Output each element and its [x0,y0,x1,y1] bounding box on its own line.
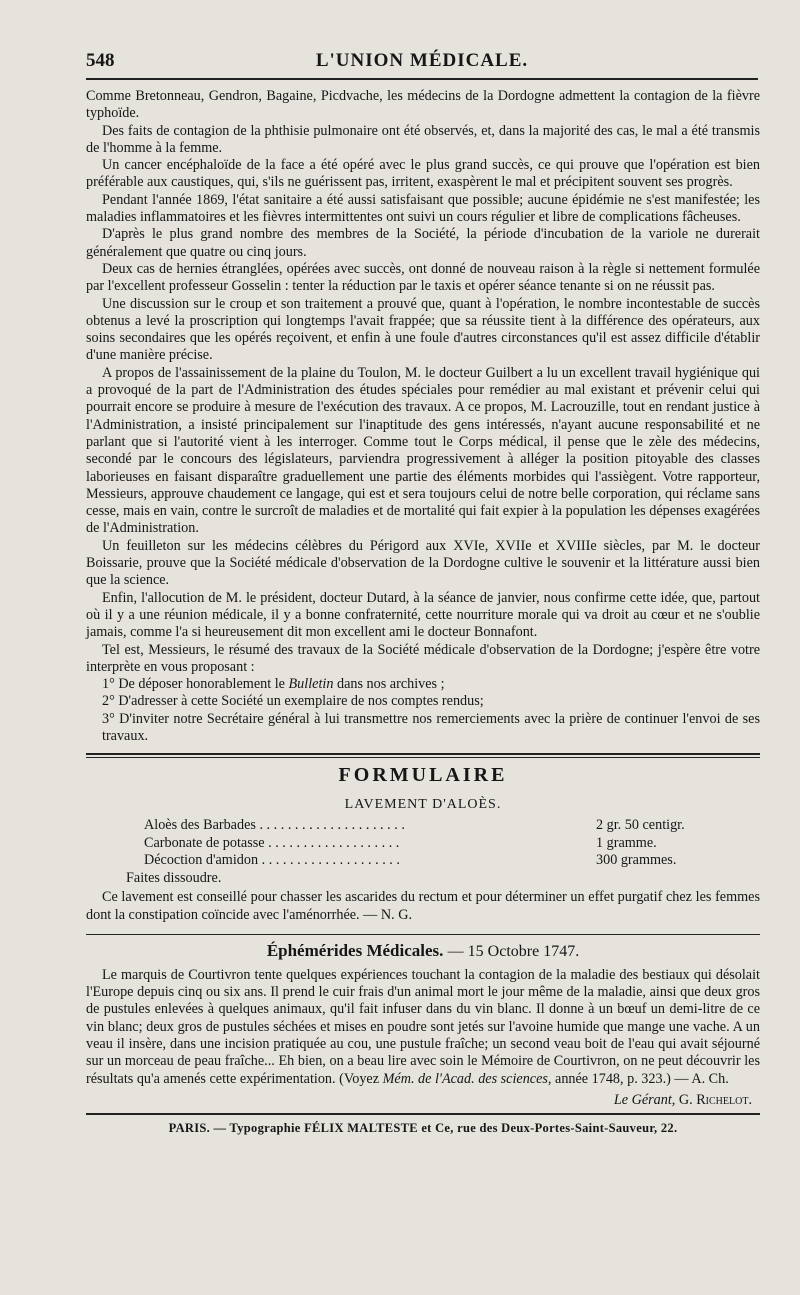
ephemerides-heading [86,941,760,961]
paragraph: Pendant l'année 1869, l'état sanitaire a été aussi satisfaisant que possible; aucune épidémie ne s'est manifestée; les maladies inflammatoires et les fièvres intermittentes ont suivi un cours régulier et libre de complications fâcheuses. [86,191,760,226]
proposal-item: 1° De déposer honorablement le Bulletin dans nos archives ; [102,676,445,693]
paragraph: Une discussion sur le croup et son traitement a prouvé que, quant à l'opération, le nombre incontestable de succès obtenus a levé la proscription qui longtemps l'avait frappée; que sa réussite tient à la différence des opérateurs, aux soins secondaires que les opérés reçoivent, et enfin à une foule d'autres circonstances qu'il est assez difficile d'établir d'une manière précise. [86,295,760,364]
footer-divider [86,1113,760,1115]
bulletin-title: Bulletin [288,676,334,693]
report-body [86,88,760,745]
signature-name: G. Richelot. [678,1091,752,1108]
formulaire-heading: FORMULAIRE [338,764,508,787]
paragraph: Des faits de contagion de la phthisie pulmonaire ont été observés, et, dans la majorité des cas, le mal a été transmis de l'homme à la femme. [86,122,760,156]
recipe-note-block [86,889,760,924]
ingredient-row [86,852,760,870]
ingredient-quantity: 300 grammes. [596,852,677,869]
paragraph: Un feuilleton sur les médecins célèbres du Périgord aux XVIe, XVIIe et XVIIIe siècles, par M. le docteur Boissarie, prouve que la Société médicale d'observation de la Dordogne cultive le souvenir et la littérature aussi bien que la science. [86,537,760,589]
paragraph: A propos de l'assainissement de la plaine du Toulon, M. le docteur Guilbert a lu un excellent travail hygiénique qui a provoqué de la part de l'Administration des études spéciales pour remédier au mal existant et prévenir celui qui pourrait encore se produire à mesure de l'exécution des travaux. A ce propos, M. Lacrouzille, tout en rendant justice à l'Administration, a insisté principalement sur l'inaptitude des gens intéressés, n'ayant aucune responsabilité et ne parlant que si l'autorité vient à les interroger. Comme tout le Corps médical, il pense que le zèle des médecins, secondé par le concours des législateurs, parviendra progressivement à alléger la position pitoyable des classes laborieuses en faisant disparaître graduellement une partie des éléments morbides qui l'assiègent. Votre rapporteur, Messieurs, approuve chaudement ce langage, qui est et sera toujours celui de notre belle corporation, qui réclame sans cesse, mais en vain, contre le surcroît de maladies et de mortalité qui fait expier à la population les dépenses exagérées de l'Administration. [86,364,760,537]
recipe-instruction: Faites dissoudre. [126,869,222,886]
ingredient-row [86,817,760,835]
paragraph: Un cancer encéphaloïde de la face a été opéré avec le plus grand succès, ce qui prouve que l'opération est bien préférable aux caustiques, qui, s'ils ne guérissent pas, irritent, exaspèrent le mal et précipitent souvent ses progrès. [86,157,760,191]
page-number: 548 [86,50,115,71]
ingredient-name: Carbonate de potasse . . . . . . . . . . . . . . . . . . . [144,834,400,851]
proposal-item: 3° D'inviter notre Secrétaire général à lui transmettre nos remerciements avec la prière de continuer l'envoi de ses travaux. [102,710,760,744]
ephemerides-body [86,967,760,1088]
recipe-title: LAVEMENT D'ALOÈS. [344,797,502,813]
recipe-note: Ce lavement est conseillé pour chasser les ascarides du rectum et pour déterminer un effet purgatif chez les femmes dont la constipation coïncide avec l'aménorrhée. — N. G. [86,889,760,923]
proposal-item: 2° D'adresser à cette Société un exemplaire de nos comptes rendus; [102,693,484,710]
paragraph: Comme Bretonneau, Gendron, Bagaine, Picdvache, les médecins de la Dordogne admettent la contagion de la fièvre typhoïde. [86,88,760,122]
paragraph: Tel est, Messieurs, le résumé des travaux de la Société médicale d'observation de la Dordogne; j'espère être votre interprète en vous proposant : [86,641,760,675]
ingredient-quantity: 2 gr. 50 centigr. [596,817,685,834]
paragraph: D'après le plus grand nombre des membres de la Société, la période d'incubation de la variole ne durerait généralement que quatre ou cinq jours. [86,226,760,260]
ephemerides-text: Le marquis de Courtivron tente quelques expériences touchant la contagion de la maladie des bestiaux qui désolait l'Europe depuis cinq ou six ans. Il prend le cuir frais d'un animal mort le jour même de la maladie, ainsi que deux gros de pustules enlevées à quelques animaux, qu'il fait infuser dans du vin blanc. Il donne à un bœuf un demi-litre de ce vin blanc; deux gros de pustules séchées et mises en poudre sont jetés sur l'avoine humide que mange une vache. A un veau il insère, dans une incision pratiquée au cou, une pustule fraîche; un second veau boit de l'eau qui avait séjourné sur un morceau de peau fraîche... Eh bien, on a beau lire avec soin le Mémoire de Courtivron, on ne peut découvrir les résultats qu'a amenés cette expérimentation. (Voyez Mém. de l'Acad. des sciences, année 1748, p. 323.) — A. Ch. [86,966,760,1087]
ingredient-name: Aloès des Barbades . . . . . . . . . . . . . . . . . . . . . [144,817,405,834]
signature [86,1092,752,1109]
ingredient-quantity: 1 gramme. [596,834,657,851]
section-divider [86,934,760,935]
printer-imprint: PARIS. — Typographie FÉLIX MALTESTE et Ce, rue des Deux-Portes-Saint-Sauveur, 22. [168,1120,678,1135]
paragraph: Enfin, l'allocution de M. le président, docteur Dutard, à la séance de janvier, nous confirme cette idée, que, partout où il y a une réunion médicale, il y a bonne confraternité, cette nourriture morale qui va droit au cœur et ne s'oublie jamais, comme l'a si heureusement dit mon excellent ami le docteur Bonnafont. [86,589,760,641]
ingredient-list [86,817,760,870]
ingredient-row [86,835,760,853]
section-divider [86,753,760,758]
ephemerides-title: Éphémérides Médicales. [266,940,444,960]
journal-title: L'UNION MÉDICALE. [315,50,529,71]
paragraph: Deux cas de hernies étranglées, opérées avec succès, ont donné de nouveau raison à la règle si nettement formulée par l'excellent professeur Gosselin : tenter la réduction par le taxis et opérer séance tenante si on ne réussit pas. [86,260,760,295]
running-head [86,48,758,80]
signature-prefix: Le Gérant, [613,1091,676,1108]
ingredient-name: Décoction d'amidon . . . . . . . . . . . . . . . . . . . . [144,852,400,869]
ephemerides-date: — 15 Octobre 1747. [447,942,580,960]
citation-title: Mém. de l'Acad. des sciences [382,1070,548,1087]
